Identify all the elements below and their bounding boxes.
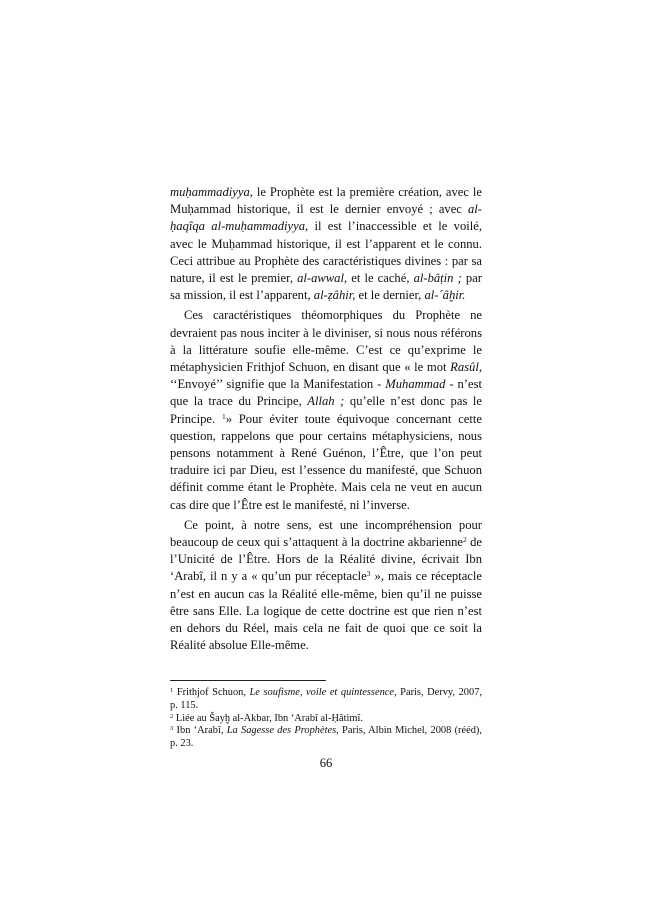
footnote-ref-1[interactable]: 1 xyxy=(221,411,226,421)
paragraph-3: Ce point, à notre sens, est une incompréhension pour beaucoup de ceux qui s’attaquent à la doctrine akbarienne$^2$ de l’Unicité de l’Être. Hors de la Réalité divine, écrivait Ibn ‘Arabî, il n y a « qu’un pur réceptacle$^3$ », mais ce réceptacle n’est en aucun cas la Réalité elle-même, bien qu’il ne puisse être sans Elle. La logique de cette doctrine est que rien n’est en dehors du Réel, mais cela ne fait de quoi que ce soit la Réalité absolue Elle-même. xyxy=(170,517,482,653)
paragraph-1: muḥammadiyya, le Prophète est la première création, avec le Muḥammad historique, il est le dernier envoyé ; avec al-ḥaqîqa al-muḥammadiyya, il est l’inaccessible et le voilé, avec le Muḥammad historique, il est l’apparent et le connu. Ceci attribue au Prophète des caractéristiques divines : par sa nature, il est le premier, al-awwal, et le caché, al-bâṭin ; par sa mission, il est l’apparent, al-ẓâhir, et le dernier, al-´âḫir. xyxy=(170,185,482,303)
paragraph-2: Ces caractéristiques théomorphiques du Prophète ne devraient pas nous inciter à le diviniser, si nous nous référons à la littérature soufie elle-même. C’est ce qu’exprime le métaphysicien Frithjof Schuon, en disant que « le mot Rasûl, ‘‘Envoyé’’ signifie que la Manifestation - Muhammad - n’est que la trace du Principe, Allah ; qu’elle n’est donc pas le Principe. $^1$» Pour éviter toute équivoque concernant cette question, rappelons que pour certains métaphysiciens, nous pensons notamment à René Guénon, l’Être, que l’on peut traduire ici par Dieu, est l’essence du manifesté, que Schuon définit comme étant le Prophète. Mais cela ne veut en aucun cas dire que l’Être est le manifesté, ni l’inverse. xyxy=(170,308,483,512)
footnote-3: $^3$ Ibn ‘Arabî, La Sagesse des Prophètes, Paris, Albin Michel, 2008 (rééd), p. 23. xyxy=(170,725,482,749)
footnote-divider xyxy=(170,680,326,681)
footnote-ref-2[interactable]: 2 xyxy=(463,535,467,545)
footnote-ref-3[interactable]: 3 xyxy=(366,569,371,579)
footnote-2: $^2$ Liée au Šayḫ al-Akbar, Ibn ‘Arabî al-Ḥâtimî. xyxy=(170,712,363,724)
book-page xyxy=(170,184,482,771)
footnotes xyxy=(170,687,482,750)
body-text xyxy=(170,184,482,654)
page-number: 66 xyxy=(319,756,333,771)
footnote-1: $^1$ Frithjof Schuon, Le soufisme, voile et quintessence, Paris, Dervy, 2007, p. 115. xyxy=(170,687,482,712)
